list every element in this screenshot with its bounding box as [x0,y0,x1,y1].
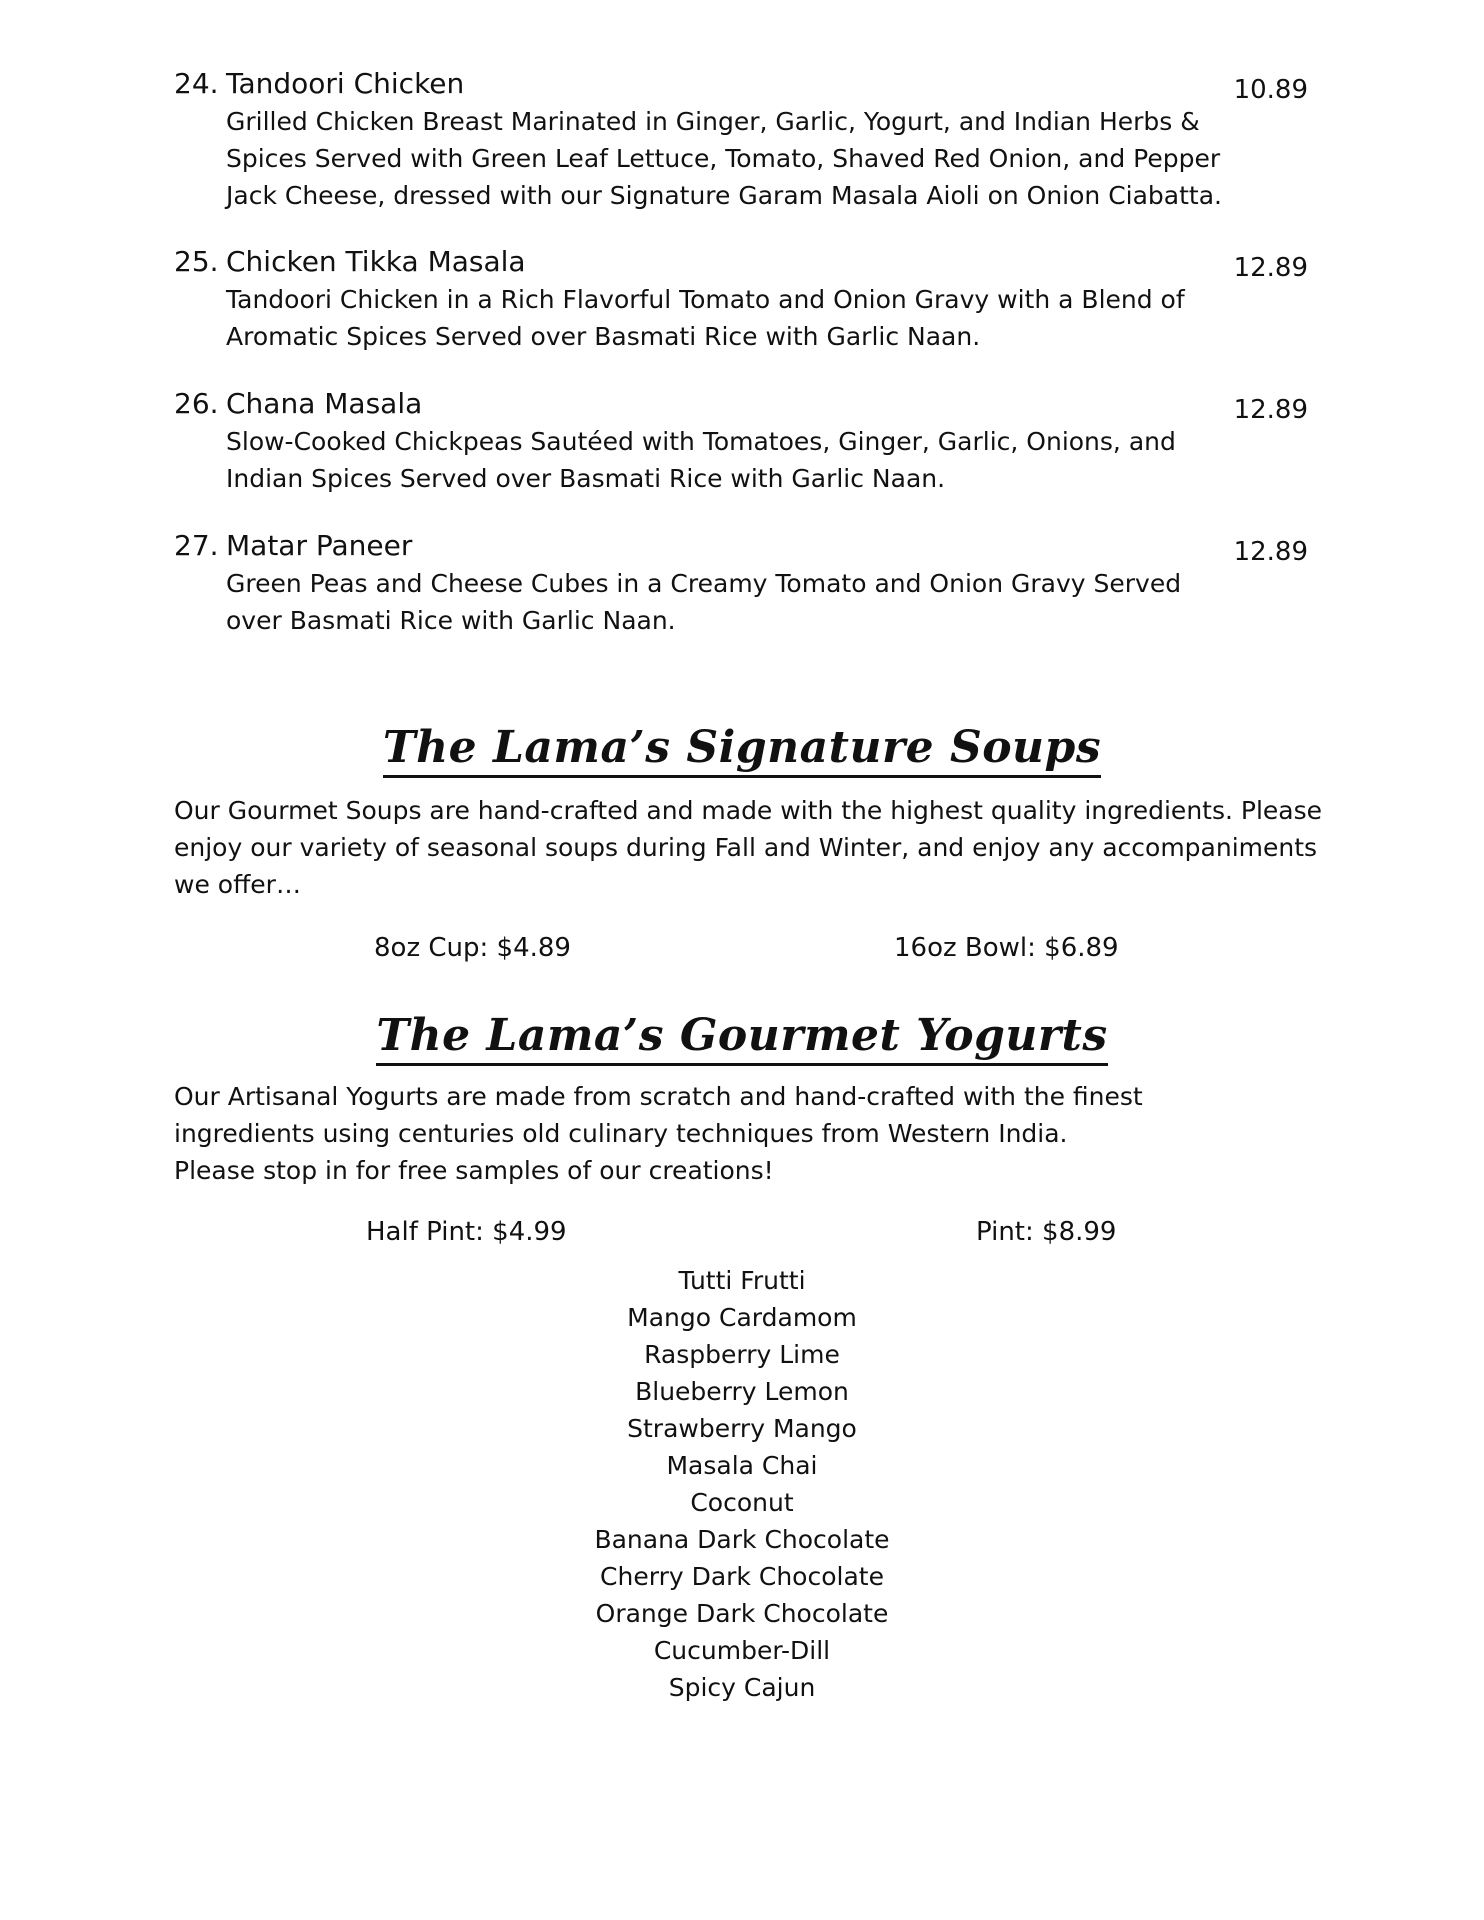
flavor-item: Cherry Dark Chocolate [600,1562,884,1591]
flavor-item: Raspberry Lime [644,1340,840,1369]
menu-item-tandoori-chicken [174,66,1308,214]
menu-item-chana-masala [174,386,1308,497]
item-number: 24. [174,67,219,100]
item-number: 27. [174,529,219,562]
item-number: 26. [174,387,219,420]
item-name: Matar Paneer [226,529,413,562]
soups-description: Our Gourmet Soups are hand-crafted and made with the highest quality ingredients. Please enjoy our variety of seasonal soups during Fall and Winter, and enjoy any accompaniments we offer… [174,796,1323,899]
soup-bowl-price: 16oz Bowl: $6.89 [894,933,1119,963]
flavor-item: Orange Dark Chocolate [595,1599,889,1628]
yogurt-flavor-list [0,1262,1484,1706]
flavor-item: Spicy Cajun [668,1673,816,1702]
item-price: 12.89 [1233,537,1308,567]
item-description: Slow-Cooked Chickpeas Sautéed with Tomatoes, Ginger, Garlic, Onions, and Indian Spices Served over Basmati Rice with Garlic Naan. [226,427,1176,493]
yogurts-samples-note: Please stop in for free samples of our creations! [174,1156,774,1185]
item-description: Grilled Chicken Breast Marinated in Ginger, Garlic, Yogurt, and Indian Herbs & Spices Served with Green Leaf Lettuce, Tomato, Shaved Red Onion, and Pepper Jack Cheese, dressed with our Signature Garam Masala Aioli on Onion Ciabatta. [226,107,1222,210]
item-description: Tandoori Chicken in a Rich Flavorful Tomato and Onion Gravy with a Blend of Aromatic Spices Served over Basmati Rice with Garlic Naan. [226,285,1185,351]
item-price: 12.89 [1233,395,1308,425]
flavor-item: Mango Cardamom [627,1303,857,1332]
item-price: 12.89 [1233,253,1308,283]
item-description: Green Peas and Cheese Cubes in a Creamy Tomato and Onion Gravy Served over Basmati Rice with Garlic Naan. [226,569,1182,635]
item-name: Chana Masala [226,387,423,420]
yogurt-pint-price: Pint: $8.99 [976,1217,1117,1247]
yogurts-section-title: The Lama’s Gourmet Yogurts [0,1010,1484,1061]
flavor-item: Blueberry Lemon [635,1377,849,1406]
soup-cup-price: 8oz Cup: $4.89 [374,933,571,963]
menu-item-chicken-tikka-masala [174,244,1308,355]
item-name: Chicken Tikka Masala [226,245,526,278]
soups-section-title: The Lama’s Signature Soups [0,722,1484,773]
item-number: 25. [174,245,219,278]
flavor-item: Cucumber-Dill [653,1636,831,1665]
flavor-item: Masala Chai [666,1451,818,1480]
yogurts-description: Our Artisanal Yogurts are made from scratch and hand-crafted with the finest ingredients using centuries old culinary techniques from Western India. [174,1082,1143,1148]
flavor-item: Banana Dark Chocolate [594,1525,890,1554]
menu-item-matar-paneer [174,528,1308,639]
flavor-item: Coconut [690,1488,794,1517]
flavor-item: Strawberry Mango [627,1414,857,1443]
item-name: Tandoori Chicken [226,67,465,100]
flavor-item: Tutti Frutti [678,1266,806,1295]
item-price: 10.89 [1233,75,1308,105]
yogurt-half-pint-price: Half Pint: $4.99 [366,1217,567,1247]
